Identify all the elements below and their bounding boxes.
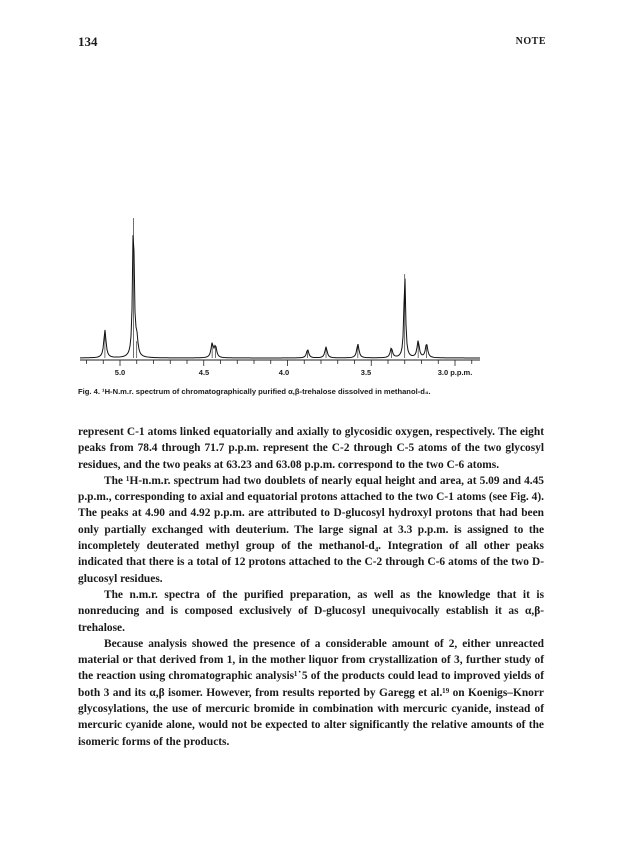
tick-label: 4.5	[198, 368, 210, 377]
paragraph: represent C-1 atoms linked equatorially and axially to glycosidic oxygen, respectively. The eight peaks from 78.4 through 71.7 p.p.m. represent the C-2 through C-5 atoms of the two glycosyl residues, and the two peaks at 63.23 and 63.08 p.p.m. correspond to the two C-6 atoms.	[78, 426, 544, 471]
figure-caption: Fig. 4. ¹H-N.m.r. spectrum of chromatographically purified α,β-trehalose dissolved in methanol-d₄.	[78, 387, 431, 396]
spectrum-trace	[80, 235, 480, 358]
section-label: NOTE	[515, 36, 546, 47]
tick-label: 3.5	[360, 368, 372, 377]
body-text	[78, 424, 544, 750]
paragraph: The n.m.r. spectra of the purified preparation, as well as the knowledge that it is nonreducing and is composed exclusively of D-glucosyl unequivocally establish it as α,β-trehalose.	[78, 588, 544, 634]
paragraph: The ¹H-n.m.r. spectrum had two doublets of nearly equal height and area, at 5.09 and 4.45 p.p.m., corresponding to axial and equatorial protons attached to the two C-1 atoms (see Fig. 4). The peaks at 4.90 and 4.92 p.p.m. are attributed to D-glucosyl hydroxyl protons that had been only partially exchanged with deuterium. The large signal at 3.3 p.p.m. is assigned to the incompletely deuterated methyl group of the methanol-d₄. Integration of all other peaks indicated that there is a total of 12 protons attached to the C-2 through C-6 atoms of the two D-glucosyl residues.	[78, 474, 544, 585]
page-number: 134	[78, 34, 98, 49]
tick-label: 3.0 p.p.m.	[437, 368, 473, 377]
tick-label: 5.0	[114, 368, 126, 377]
tick-label: 4.0	[278, 368, 290, 377]
nmr-spectrum-plot	[80, 200, 480, 375]
paragraph: Because analysis showed the presence of a considerable amount of 2, either unreacted material or that derived from 1, in the mother liquor from crystallization of 3, further study of the reaction using chromatographic analysis¹˙5 of the products could lead to improved yields of both 3 and its α,β isomer. However, from results reported by Garegg et al.¹⁹ on Koenigs–Knorr glycosylations, the use of mercuric bromide in combination with mercuric cyanide, instead of mercuric cyanide alone, would not be expected to alter significantly the relative amounts of the isomeric forms of the products.	[78, 637, 544, 748]
nmr-spectrum-figure	[80, 200, 480, 390]
page-header	[78, 34, 546, 54]
